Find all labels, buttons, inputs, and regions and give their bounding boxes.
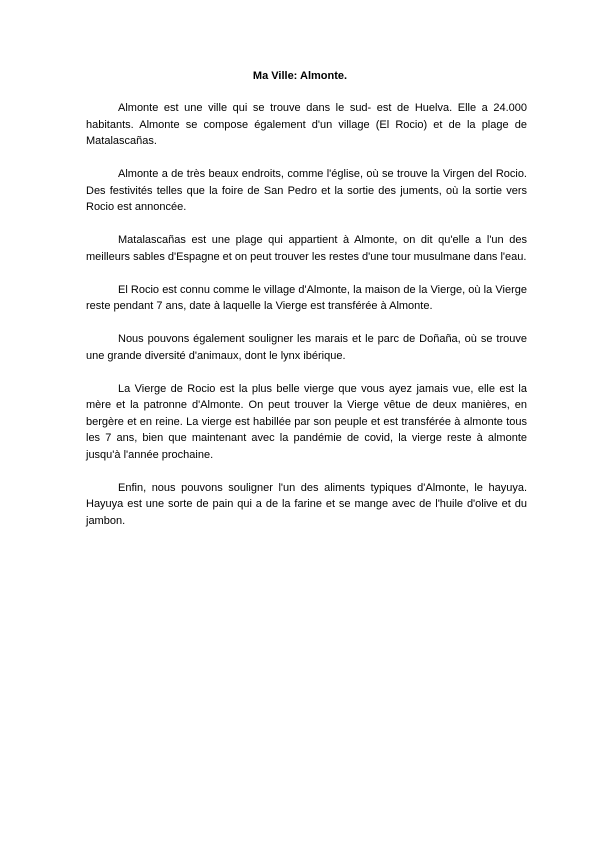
document-title: Ma Ville: Almonte. xyxy=(252,70,348,82)
paragraph-places: Almonte a de très beaux endroits, comme l'église, où se trouve la Virgen del Rocio. Des festivités telles que la foire de San Pedro et la sortie des juments, où la sortie vers Rocio est annoncée. xyxy=(86,168,527,213)
paragraph-el-rocio: El Rocio est connu comme le village d'Almonte, la maison de la Vierge, où la Vierge reste pendant 7 ans, date à laquelle la Vierge est transférée à Almonte. xyxy=(86,283,527,312)
document-body xyxy=(86,100,527,546)
paragraph-donana: Nous pouvons également souligner les marais et le parc de Doñaña, où se trouve une grande diversité d'animaux, dont le lynx ibérique. xyxy=(86,333,527,362)
paragraph-food: Enfin, nous pouvons souligner l'un des aliments typiques d'Almonte, le hayuya. Hayuya est une sorte de pain qui a de la farine et se mange avec de l'huile d'olive et du jambon. xyxy=(86,481,527,527)
paragraph-virgin: La Vierge de Rocio est la plus belle vierge que vous ayez jamais vue, elle est la mère et la patronne d'Almonte. On peut trouver la Vierge vêtue de deux manières, en bergère et en reine. La vierge est habillée par son peuple et est transférée à almonte tous les 7 ans, bien que maintenant avec la pandémie de covid, la vierge reste à almonte jusqu'à l'année prochaine. xyxy=(86,382,527,461)
paragraph-matalascanas: Matalascañas est une plage qui appartient à Almonte, on dit qu'elle a l'un des meilleurs sables d'Espagne et on peut trouver les restes d'une tour musulmane dans l'eau. xyxy=(86,234,527,263)
paragraph-intro: Almonte est une ville qui se trouve dans le sud- est de Huelva. Elle a 24.000 habitants. Almonte se compose également d'un village (El Rocio) et de la plage de Matalascañas. xyxy=(86,102,527,147)
